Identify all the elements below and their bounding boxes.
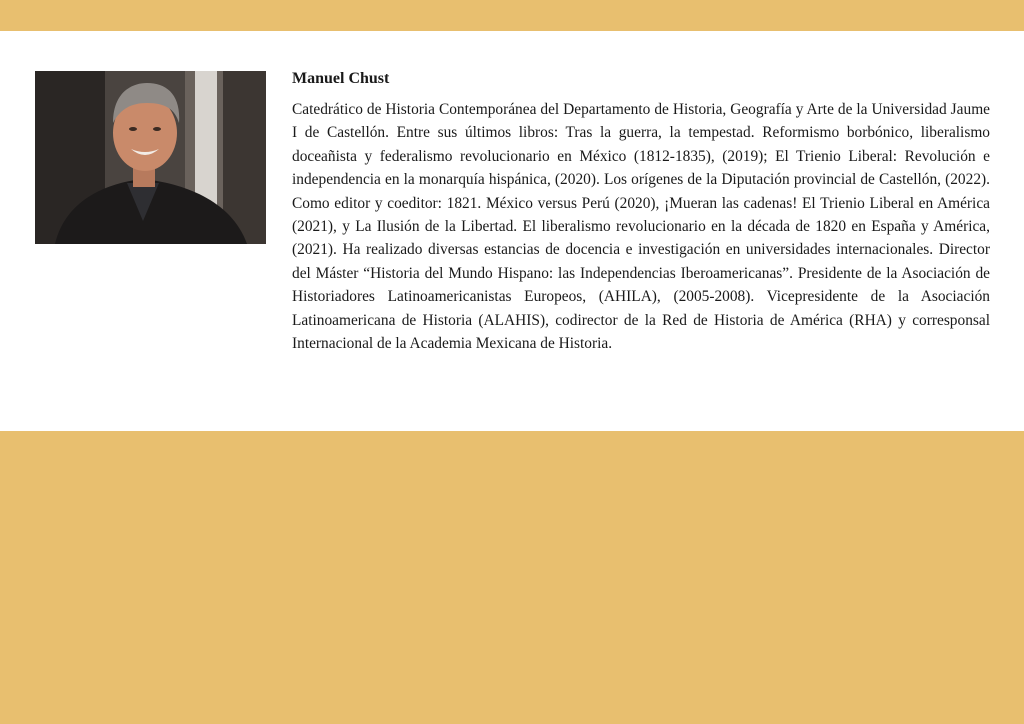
bottom-decorative-band <box>0 431 1024 724</box>
author-photo <box>35 71 266 244</box>
author-biography: Catedrático de Historia Contemporánea del Departamento de Historia, Geografía y Arte de la Universidad Jaume I de Castellón. Entre sus últimos libros: Tras la guerra, la tempestad. Reformismo borbónico, liberalismo doceañista y federalismo revolucionario en México (1812-1835), (2019); El Trienio Liberal: Revolución e independencia en la monarquía hispánica, (2020). Los orígenes de la Diputación provincial de Castellón, (2022). Como editor y coeditor: 1821. México versus Perú (2020), ¡Mueran las cadenas! El Trienio Liberal en América (2021), y La Ilusión de la Libertad. El liberalismo revolucionario en la década de 1820 en España y América, (2021). Ha realizado diversas estancias de docencia e investigación en universidades internacionales. Director del Máster “Historia del Mundo Hispano: las Independencias Iberoamericanas”. Presidente de la Asociación de Historiadores Latinoamericanistas Europeos, (AHILA), (2005-2008). Vicepresidente de la Asociación Latinoamericana de Historia (ALAHIS), codirector de la Red de Historia de América (RHA) y corresponsal Internacional de la Academia Mexicana de Historia. <box>292 101 990 353</box>
top-decorative-band <box>0 0 1024 31</box>
author-name: Manuel Chust <box>292 70 390 87</box>
portrait-photo-icon <box>35 71 266 244</box>
